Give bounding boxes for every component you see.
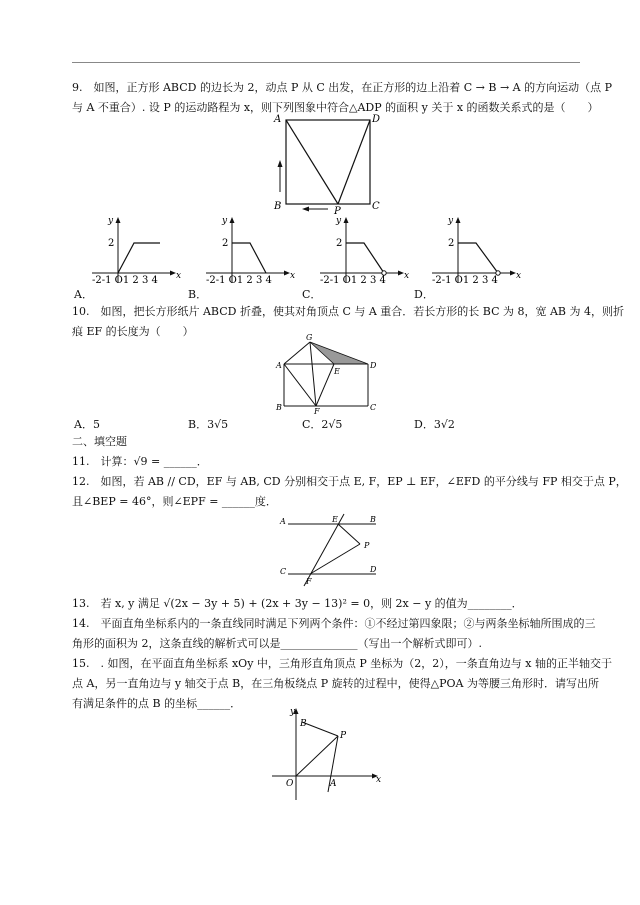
svg-text:x: x	[376, 775, 382, 785]
svg-text:G: G	[306, 333, 313, 342]
q10-fold-figure	[272, 334, 384, 414]
svg-text:y: y	[108, 216, 114, 226]
q15-line1: 15. . 如图，在平面直角坐标系 xOy 中，三角形直角顶点 P 坐标为（2，2），一条直角边与 x 轴的正半轴交于	[72, 657, 613, 670]
q9-graph-a	[88, 213, 184, 285]
q9-square-figure	[270, 114, 381, 217]
q10-line2: 痕 EF 的长度为（ ）	[72, 325, 194, 338]
q10-line1: 10. 如图，把长方形纸片 ABCD 折叠，使其对角顶点 C 与 A 重合．若长方形的长 BC 为 8，宽 AB 为 4，则折	[72, 305, 625, 318]
q9-choice-d: D．	[414, 288, 434, 301]
q9-label-A: A	[274, 114, 282, 125]
svg-text:E: E	[332, 515, 338, 524]
q15-line3: 有满足条件的点 B 的坐标______．	[72, 697, 242, 710]
svg-text:F: F	[306, 577, 312, 586]
svg-text:A: A	[280, 517, 286, 526]
q12-line2: 且∠BEP = 46°，则∠EPF = ______度．	[72, 495, 277, 508]
q9-line1: 9. 如图，正方形 ABCD 的边长为 2，动点 P 从 C 出发，在正方形的边上沿着 C → B → A 的方向运动（点 P	[72, 81, 613, 94]
svg-text:x: x	[516, 271, 522, 281]
svg-text:O: O	[286, 779, 294, 789]
q9-label-B: B	[274, 201, 282, 212]
section-title: 二、填空题	[72, 435, 127, 448]
q12-line1: 12. 如图，若 AB // CD，EF 与 AB, CD 分别相交于点 E, F，EP ⊥ EF，∠EFD 的平分线与 FP 相交于点 P，	[72, 475, 627, 488]
q10-choice-c: C．2√5	[302, 418, 343, 431]
q10-choice-b: B．3√5	[188, 418, 229, 431]
svg-text:-2-1 O1 2 3 4: -2-1 O1 2 3 4	[320, 275, 386, 286]
q13-text: 13. 若 x, y 满足 √(2x − 3y + 5) + (2x + 3y − 13)² = 0，则 2x − y 的值为________．	[72, 597, 523, 610]
svg-text:2: 2	[448, 238, 455, 249]
q9-label-C: C	[372, 201, 380, 212]
svg-text:y: y	[336, 216, 342, 226]
svg-text:P: P	[340, 731, 347, 741]
q9-label-P: P	[334, 206, 341, 217]
svg-text:2: 2	[108, 238, 115, 249]
q14-line2: 角形的面积为 2，这条直线的解析式可以是______________（写出一个解析式即可）.	[72, 637, 482, 650]
q9-choice-b: B．	[188, 288, 208, 301]
q9-graph-c	[316, 213, 412, 285]
q15-coordinate-figure	[266, 704, 386, 804]
svg-text:x: x	[404, 271, 410, 281]
q14-line1: 14. 平面直角坐标系内的一条直线同时满足下列两个条件：①不经过第四象限；②与两条坐标轴所围成的三	[72, 617, 596, 630]
q9-graph-d	[428, 213, 524, 285]
svg-text:y: y	[290, 707, 296, 717]
q10-choice-d: D．3√2	[414, 418, 455, 431]
svg-text:x: x	[176, 271, 182, 281]
svg-text:B: B	[300, 719, 307, 729]
header-rule	[72, 62, 580, 63]
svg-text:C: C	[280, 567, 287, 576]
svg-text:B: B	[276, 403, 282, 412]
svg-text:B: B	[370, 515, 376, 524]
q9-line2: 与 A 不重合）. 设 P 的运动路程为 x，则下列图象中符合△ADP 的面积 y 关于 x 的函数关系式的是（ ）	[72, 101, 599, 114]
svg-text:-2-1 O1 2 3 4: -2-1 O1 2 3 4	[206, 275, 272, 286]
q9-choice-a: A．	[74, 288, 93, 301]
svg-text:C: C	[370, 403, 377, 412]
q10-choice-a: A．5	[74, 418, 100, 431]
svg-text:D: D	[370, 361, 377, 370]
q12-parallel-figure	[278, 510, 388, 590]
svg-text:2: 2	[336, 238, 343, 249]
svg-text:P: P	[364, 541, 370, 550]
q11-text: 11. 计算：√9 = ______．	[72, 455, 208, 468]
svg-text:2: 2	[222, 238, 229, 249]
svg-text:D: D	[370, 565, 377, 574]
q9-graph-b	[202, 213, 298, 285]
svg-text:A: A	[330, 779, 337, 789]
svg-text:E: E	[334, 367, 340, 376]
svg-text:y: y	[222, 216, 228, 226]
svg-text:F: F	[314, 407, 320, 416]
svg-text:y: y	[448, 216, 454, 226]
svg-text:x: x	[290, 271, 296, 281]
svg-text:-2-1 O1 2 3 4: -2-1 O1 2 3 4	[92, 275, 158, 286]
svg-text:-2-1 O1 2 3 4: -2-1 O1 2 3 4	[432, 275, 498, 286]
svg-text:A: A	[276, 361, 282, 370]
q9-label-D: D	[372, 114, 381, 125]
q9-choice-c: C．	[302, 288, 322, 301]
q15-line2: 点 A，另一直角边与 y 轴交于点 B，在三角板绕点 P 旋转的过程中，使得△POA 为等腰三角形时．请写出所	[72, 677, 599, 690]
